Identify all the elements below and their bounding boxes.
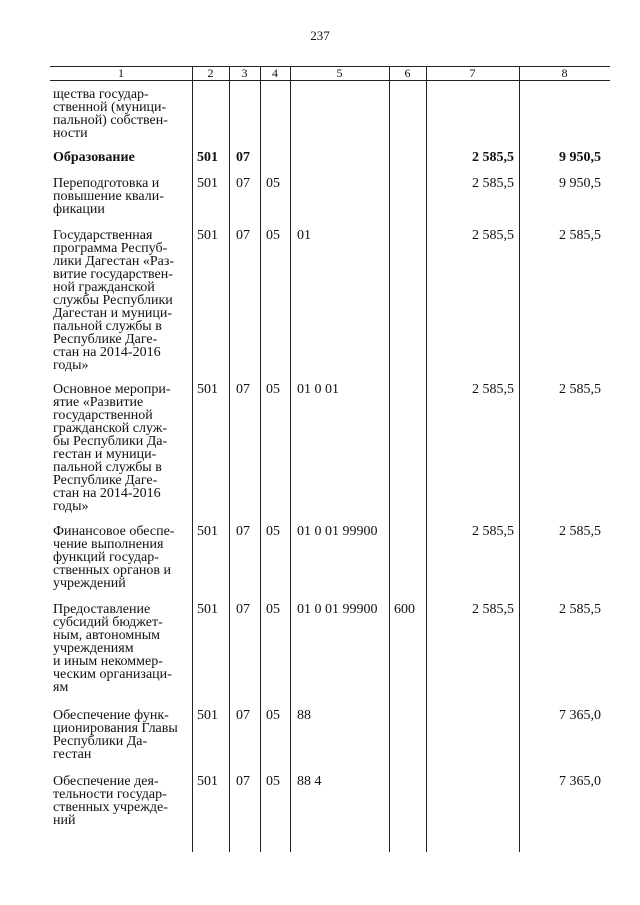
header-bottom-border <box>50 80 610 81</box>
cell-amount-8: 2 585,5 <box>559 524 601 539</box>
row-description: Образование <box>53 150 135 165</box>
row-description: Государственная программа Респуб- лики Дагестан «Раз- витие государствен- ной гражданской службы Республики Дагестан и муници- пальной службы в Республике Даге- стан на 2014-2016 годы» <box>53 228 175 373</box>
row-description: Обеспечение функ- ционирования Главы Республики Да- гестан <box>53 708 178 762</box>
col-divider-2 <box>229 66 230 852</box>
cell-amount-8: 2 585,5 <box>559 228 601 243</box>
cell-code-5: 01 <box>297 228 311 243</box>
header-cell: 3 <box>241 66 248 80</box>
row-description: Основное меропри- ятие «Развитие государственной гражданской служ- бы Республики Да- гестан и муници- пальной службы в Республике Даге- стан на 2014-2016 годы» <box>53 382 171 514</box>
row-description: Обеспечение дея- тельности государ- ственных учрежде- ний <box>53 774 168 828</box>
header-cell: 4 <box>272 66 278 80</box>
cell-code-3: 07 <box>236 524 250 539</box>
header-cell: 2 <box>207 66 214 80</box>
row-description: Финансовое обеспе- чение выполнения функций государ- ственных органов и учреждений <box>53 524 175 591</box>
cell-code-2: 501 <box>197 228 218 243</box>
header-cell: 6 <box>404 66 411 80</box>
cell-code-4: 05 <box>266 382 280 397</box>
cell-code-4: 05 <box>266 524 280 539</box>
header-cell: 5 <box>336 66 343 80</box>
cell-amount-7: 2 585,5 <box>472 150 514 165</box>
cell-code-3: 07 <box>236 708 250 723</box>
cell-code-5: 88 4 <box>297 774 322 789</box>
cell-code-2: 501 <box>197 176 218 191</box>
cell-code-6: 600 <box>394 602 415 617</box>
cell-code-2: 501 <box>197 708 218 723</box>
cell-code-2: 501 <box>197 382 218 397</box>
cell-amount-8: 2 585,5 <box>559 602 601 617</box>
cell-code-2: 501 <box>197 602 218 617</box>
header-cell: 1 <box>118 66 124 80</box>
header-cell: 8 <box>561 66 568 80</box>
header-cell: 7 <box>469 66 476 80</box>
cell-code-3: 07 <box>236 774 250 789</box>
cell-code-5: 88 <box>297 708 311 723</box>
cell-amount-8: 7 365,0 <box>559 708 601 723</box>
cell-code-2: 501 <box>197 524 218 539</box>
cell-code-3: 07 <box>236 382 250 397</box>
col-divider-4 <box>290 66 291 852</box>
col-divider-1 <box>192 66 193 852</box>
cell-code-4: 05 <box>266 602 280 617</box>
cell-code-2: 501 <box>197 774 218 789</box>
cell-code-5: 01 0 01 99900 <box>297 602 378 617</box>
cell-code-3: 07 <box>236 150 250 165</box>
cell-amount-7: 2 585,5 <box>472 228 514 243</box>
cell-amount-8: 9 950,5 <box>559 150 601 165</box>
cell-code-4: 05 <box>266 708 280 723</box>
cell-code-5: 01 0 01 99900 <box>297 524 378 539</box>
cell-code-4: 05 <box>266 228 280 243</box>
cell-amount-7: 2 585,5 <box>472 176 514 191</box>
cell-code-4: 05 <box>266 774 280 789</box>
cell-amount-7: 2 585,5 <box>472 382 514 397</box>
cell-code-5: 01 0 01 <box>297 382 339 397</box>
cell-code-3: 07 <box>236 228 250 243</box>
row-description: щества государ- ственной (муници- пальной) собствен- ности <box>53 87 168 141</box>
cell-code-3: 07 <box>236 602 250 617</box>
row-description: Переподготовка и повышение квали- фикации <box>53 176 164 217</box>
cell-amount-7: 2 585,5 <box>472 602 514 617</box>
col-divider-6 <box>426 66 427 852</box>
cell-code-3: 07 <box>236 176 250 191</box>
cell-amount-8: 2 585,5 <box>559 382 601 397</box>
page-number: 237 <box>310 28 330 43</box>
col-divider-5 <box>389 66 390 852</box>
cell-code-4: 05 <box>266 176 280 191</box>
col-divider-7 <box>519 66 520 852</box>
col-divider-3 <box>260 66 261 852</box>
cell-amount-8: 9 950,5 <box>559 176 601 191</box>
cell-code-2: 501 <box>197 150 218 165</box>
cell-amount-8: 7 365,0 <box>559 774 601 789</box>
row-description: Предоставление субсидий бюджет- ным, автономным учреждениям и иным некоммер- ческим организаци- ям <box>53 602 172 695</box>
cell-amount-7: 2 585,5 <box>472 524 514 539</box>
